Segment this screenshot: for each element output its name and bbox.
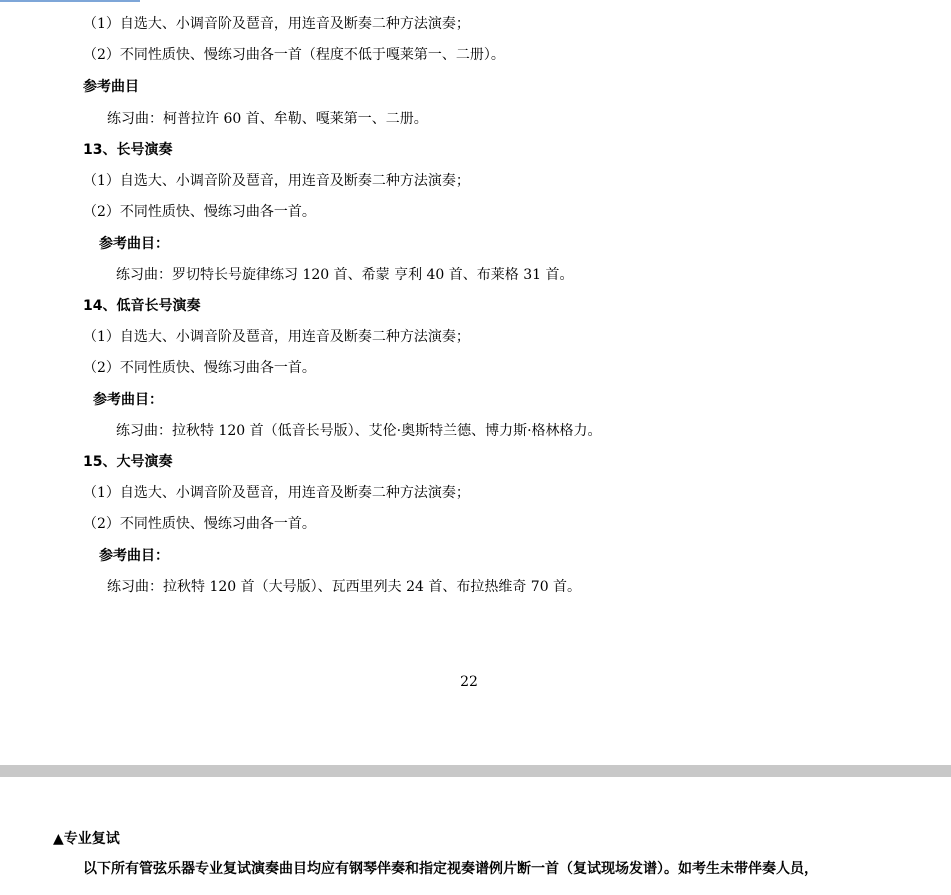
section-heading-trombone: 13、长号演奏 [83,142,173,158]
reference-heading: 参考曲目 [83,79,139,95]
top-accent-line [0,0,140,2]
section-heading-tuba: 15、大号演奏 [83,454,173,470]
etude-list: 练习曲：拉秋特 120 首（低音长号版）、艾伦·奥斯特兰德、博力斯·格林格力。 [116,423,602,439]
text-line: （1）自选大、小调音阶及琶音，用连音及断奏二种方法演奏； [83,329,470,345]
text-line: （1）自选大、小调音阶及琶音，用连音及断奏二种方法演奏； [83,485,470,501]
section-heading-bass-trombone: 14、低音长号演奏 [83,298,201,314]
document-page-bottom [0,777,951,895]
etude-list: 练习曲：罗切特长号旋律练习 120 首、希蒙 亨利 40 首、布莱格 31 首。 [116,267,574,283]
etude-list: 练习曲：拉秋特 120 首（大号版）、瓦西里列夫 24 首、布拉热维奇 70 首。 [107,579,582,595]
text-line: （2）不同性质快、慢练习曲各一首（程度不低于嘎莱第一、二册）。 [83,47,505,63]
text-line: （2）不同性质快、慢练习曲各一首。 [83,360,316,376]
reference-heading: 参考曲目： [99,236,169,252]
page-number: 22 [460,674,478,690]
reference-heading: 参考曲目： [93,392,163,408]
text-line: （1）自选大、小调音阶及琶音，用连音及断奏二种方法演奏； [83,173,470,189]
text-line: （1）自选大、小调音阶及琶音，用连音及断奏二种方法演奏； [83,16,470,32]
retest-paragraph: 以下所有管弦乐器专业复试演奏曲目均应有钢琴伴奏和指定视奏谱例片断一首（复试现场发谱）。如考生未带伴奏人员， [83,861,818,877]
reference-heading: 参考曲目： [99,548,169,564]
section-heading-retest: ▲专业复试 [53,831,120,847]
text-line: （2）不同性质快、慢练习曲各一首。 [83,204,316,220]
page-separator [0,765,951,777]
text-line: （2）不同性质快、慢练习曲各一首。 [83,516,316,532]
etude-list: 练习曲：柯普拉许 60 首、牟勒、嘎莱第一、二册。 [107,111,428,127]
